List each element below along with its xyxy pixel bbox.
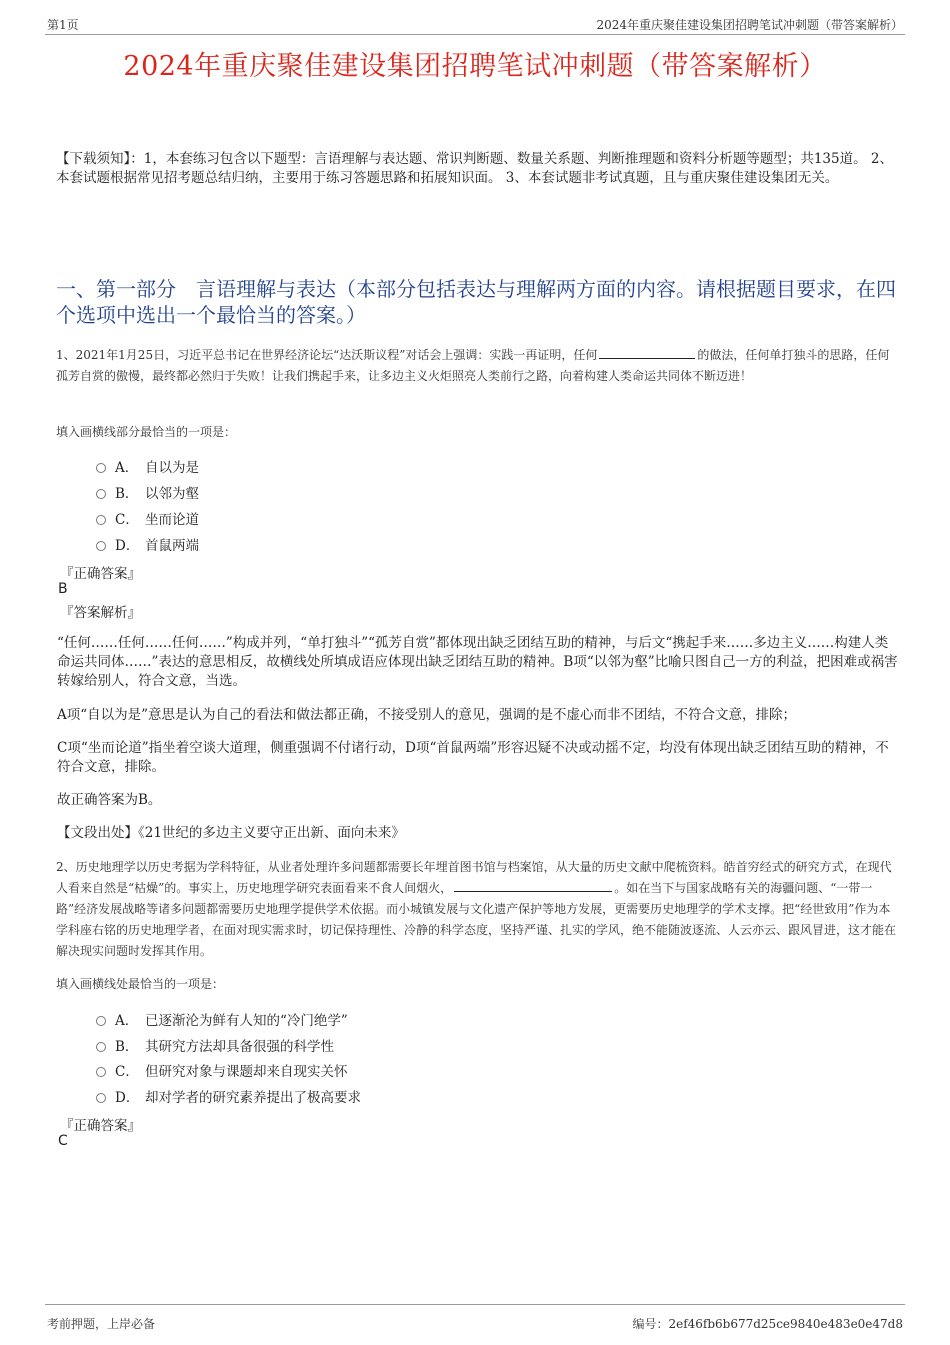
download-notice: 【下载须知】：1，本套练习包含以下题型：言语理解与表达题、常识判断题、数量关系题、判断推理题和资料分析题等题型；共135道。 2、本套试题根据常见招考题总结归纳，主要用于练习答题思路和拓展知识面。 3、本套试题非考试真题，且与重庆聚佳建设集团无关。 [56, 151, 893, 186]
option-text: 坐而论道 [145, 512, 199, 528]
option-letter: D． [115, 538, 140, 554]
section-title: 一、第一部分 言语理解与表达（本部分包括表达与理解两方面的内容。请根据题目要求，在四个选项中选出一个最恰当的答案。） [56, 277, 896, 327]
question-1-blank [599, 346, 695, 359]
question-1-stem [56, 345, 898, 387]
question-2-text-before: 2、历史地理学以历史考据为学科特征，从业者处理许多问题都需要长年埋首图书馆与档案馆，从大量的历史文献中爬梳资料。皓首穷经式的研究方式，在现代人看来自然是“枯燥”的。事实上，历史地理学研究表面看来不食人间烟火， [56, 860, 892, 895]
page-footer [45, 1304, 905, 1335]
footer-slogan: 考前押题，上岸必备 [47, 1317, 156, 1331]
question-2-blank [454, 879, 612, 892]
question-2-answer: C [58, 1133, 68, 1149]
option-text: 但研究对象与课题却来自现实关怀 [145, 1064, 348, 1080]
question-1-text-after: 的做法，任何单打独斗的思路，任何孤芳自赏的傲慢，最终都必然归于失败！让我们携起手来，让多边主义火炬照亮人类前行之路，向着构建人类命运共同体不断迈进！ [56, 348, 890, 383]
question-2-option-a[interactable] [96, 1009, 348, 1029]
option-text: 自以为是 [145, 460, 199, 476]
question-2-answer-label: 『正确答案』 [60, 1118, 141, 1134]
analysis-paragraph: 故正确答案为B。 [57, 792, 162, 808]
question-1-text-before: 1、2021年1月25日，习近平总书记在世界经济论坛“达沃斯议程”对话会上强调：实践一再证明，任何 [56, 348, 598, 362]
footer-code: 编号：2ef46fb6b677d25ce9840e483e0e47d8 [632, 1317, 903, 1331]
radio-icon[interactable] [96, 1093, 106, 1103]
analysis-paragraph: “任何……任何……任何……”构成并列，“单打独斗”“孤芳自赏”都体现出缺乏团结互助的精神，与后文“携起手来……多边主义……构建人类命运共同体……”表达的意思相反，故横线处所填成语应体现出缺乏团结互助的精神。B项“以邻为壑”比喻只图自己一方的利益，把困难或祸害转嫁给别人，符合文意，当选。 [57, 635, 898, 689]
option-letter: D． [115, 1090, 140, 1106]
analysis-paragraph: C项“坐而论道”指坐着空谈大道理，侧重强调不付诸行动，D项“首鼠两端”形容迟疑不决或动摇不定，均没有体现出缺乏团结互助的精神，不符合文意，排除。 [57, 740, 889, 775]
question-1-option-d[interactable] [96, 534, 199, 554]
option-letter: A． [115, 460, 139, 476]
option-letter: A． [115, 1013, 139, 1029]
option-letter: C． [115, 1064, 139, 1080]
question-1-analysis-label: 『答案解析』 [60, 605, 141, 621]
option-text: 以邻为壑 [145, 486, 199, 502]
option-text: 其研究方法却具备很强的科学性 [145, 1039, 334, 1055]
radio-icon[interactable] [96, 541, 106, 551]
radio-icon[interactable] [96, 515, 106, 525]
question-2-prompt: 填入画横线处最恰当的一项是： [56, 977, 225, 991]
question-2-text-after: 。如在当下与国家战略有关的海疆问题、“一带一路”经济发展战略等诸多问题都需要历史地理学提供学术依据。而小城镇发展与文化遗产保护等地方发展，更需要历史地理学的学术支撑。把“经世致用”作为本学科座右铭的历史地理学者，在面对现实需求时，切记保持理性、冷静的科学态度，坚持严谨、扎实的学风，绝不能随波逐流、人云亦云、跟风冒进，这才能在解决现实问题时发挥其作用。 [56, 881, 897, 958]
option-text: 已逐渐沦为鲜有人知的“冷门绝学” [145, 1013, 348, 1029]
radio-icon[interactable] [96, 489, 106, 499]
question-2-option-d[interactable] [96, 1086, 361, 1106]
source-citation: 【文段出处】《21世纪的多边主义要守正出新、面向未来》 [57, 825, 405, 841]
question-1-answer-label: 『正确答案』 [60, 566, 141, 582]
header-doc-title: 2024年重庆聚佳建设集团招聘笔试冲刺题（带答案解析） [596, 18, 903, 32]
page-number: 第1页 [47, 18, 79, 32]
radio-icon[interactable] [96, 1067, 106, 1077]
radio-icon[interactable] [96, 1016, 106, 1026]
radio-icon[interactable] [96, 463, 106, 473]
question-1-answer: B [58, 581, 68, 597]
document-title: 2024年重庆聚佳建设集团招聘笔试冲刺题（带答案解析） [123, 51, 827, 82]
page-header [45, 14, 905, 35]
option-letter: B． [115, 1039, 139, 1055]
option-text: 却对学者的研究素养提出了极高要求 [145, 1090, 361, 1106]
question-2-stem [56, 857, 898, 962]
question-1-prompt: 填入画横线部分最恰当的一项是： [56, 425, 237, 439]
radio-icon[interactable] [96, 1042, 106, 1052]
question-2-option-c[interactable] [96, 1060, 348, 1080]
option-letter: B． [115, 486, 139, 502]
question-2-option-b[interactable] [96, 1035, 334, 1055]
question-1-option-b[interactable] [96, 482, 199, 502]
option-text: 首鼠两端 [145, 538, 199, 554]
question-1-option-c[interactable] [96, 508, 199, 528]
analysis-paragraph: A项“自以为是”意思是认为自己的看法和做法都正确，不接受别人的意见，强调的是不虚心而非不团结，不符合文意，排除； [57, 707, 797, 723]
option-letter: C． [115, 512, 139, 528]
question-1-option-a[interactable] [96, 456, 199, 476]
